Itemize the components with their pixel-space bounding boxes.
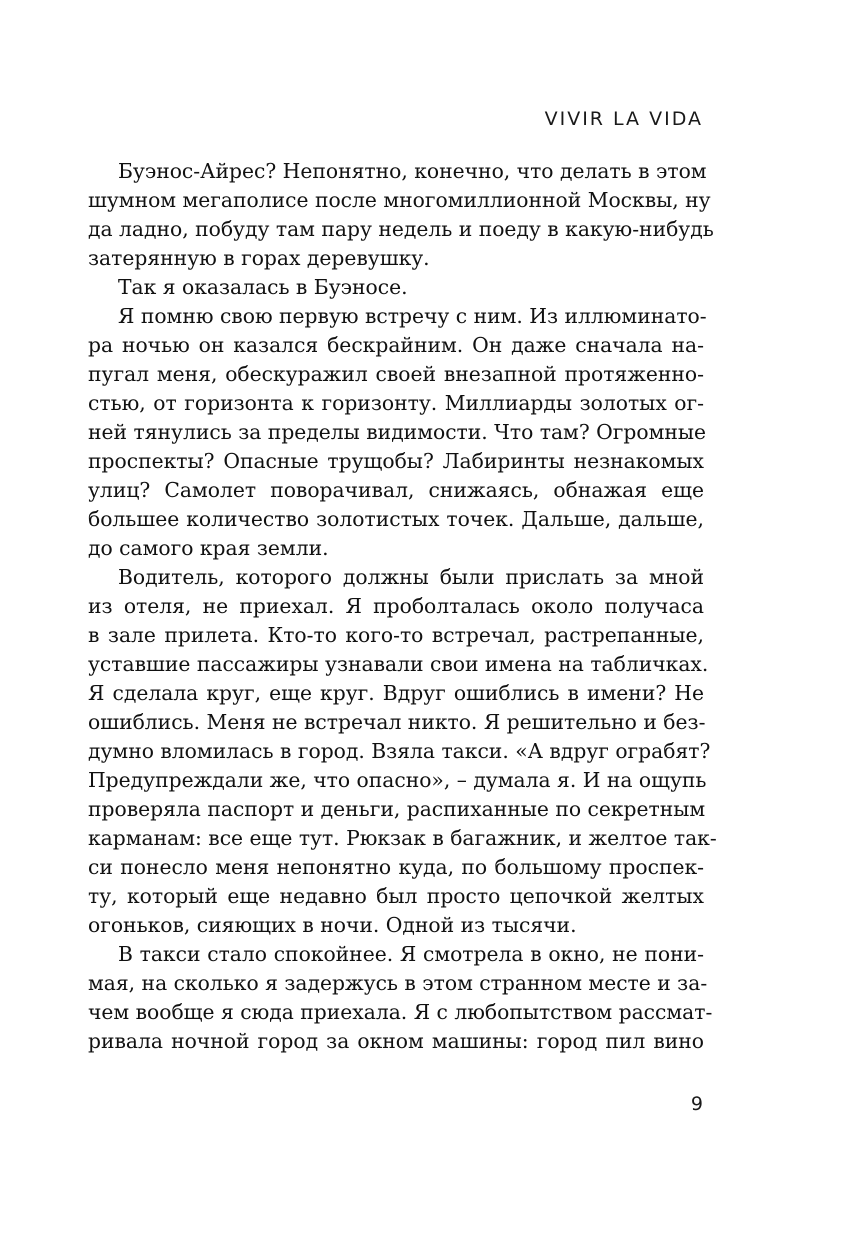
page-number: 9 — [690, 1093, 703, 1115]
text-line: из отеля, не приехал. Я проболталась около получаса — [88, 594, 704, 618]
body-text — [88, 157, 717, 1056]
text-line: до самого края земли. — [88, 536, 329, 560]
text-line: Буэнос-Айрес? Непонятно, конечно, что делать в этом — [118, 159, 707, 183]
text-line: уставшие пассажиры узнавали свои имена на табличках. — [88, 652, 709, 676]
text-line: ра ночью он казался бескрайним. Он даже сначала на- — [88, 333, 704, 357]
text-line: ней тянулись за пределы видимости. Что там? Огромные — [88, 420, 707, 444]
text-line: ривала ночной город за окном машины: город пил вино — [88, 1029, 704, 1053]
text-line: думно вломилась в город. Взяла такси. «А вдруг ограбят? — [88, 739, 711, 763]
text-line: проверяла паспорт и деньги, распиханные по секретным — [88, 797, 706, 821]
text-line: проспекты? Опасные трущобы? Лабиринты незнакомых — [88, 449, 704, 473]
text-line: улиц? Самолет поворачивал, снижаясь, обнажая еще — [88, 478, 704, 502]
text-line: затерянную в горах деревушку. — [88, 246, 430, 270]
text-line: стью, от горизонта к горизонту. Миллиарды золотых ог- — [88, 391, 704, 415]
text-line: карманам: все еще тут. Рюкзак в багажник, и желтое так- — [88, 826, 717, 850]
text-line: большее количество золотистых точек. Дальше, дальше, — [88, 507, 704, 531]
text-line: чем вообще я сюда приехала. Я с любопытством рассмат- — [88, 1000, 713, 1024]
text-line: да ладно, побуду там пару недель и поеду в какую-нибудь — [88, 217, 714, 241]
text-line: Предупреждали же, что опасно», – думала я. И на ощупь — [88, 768, 707, 792]
text-line: пугал меня, обескуражил своей внезапной протяженно- — [88, 362, 704, 386]
text-line: Водитель, которого должны были прислать за мной — [118, 565, 704, 589]
running-head: VIVIR LA VIDA — [544, 108, 703, 130]
text-line: шумном мегаполисе после многомиллионной Москвы, ну — [88, 188, 711, 212]
text-line: ту, который еще недавно был просто цепочкой желтых — [88, 884, 704, 908]
text-line: Я помню свою первую встречу с ним. Из иллюминато- — [118, 304, 707, 328]
text-line: огоньков, сияющих в ночи. Одной из тысячи. — [88, 913, 577, 937]
text-line: в зале прилета. Кто-то кого-то встречал, растрепанные, — [88, 623, 704, 647]
text-line: Так я оказалась в Буэносе. — [118, 275, 408, 299]
text-line: В такси стало спокойнее. Я смотрела в окно, не пони- — [118, 942, 704, 966]
text-line: Я сделала круг, еще круг. Вдруг ошиблись в имени? Не — [88, 681, 704, 705]
text-line: си понесло меня непонятно куда, по большому проспек- — [88, 855, 704, 879]
text-line: ошиблись. Меня не встречал никто. Я решительно и без- — [88, 710, 706, 734]
text-line: мая, на сколько я задержусь в этом странном месте и за- — [88, 971, 708, 995]
